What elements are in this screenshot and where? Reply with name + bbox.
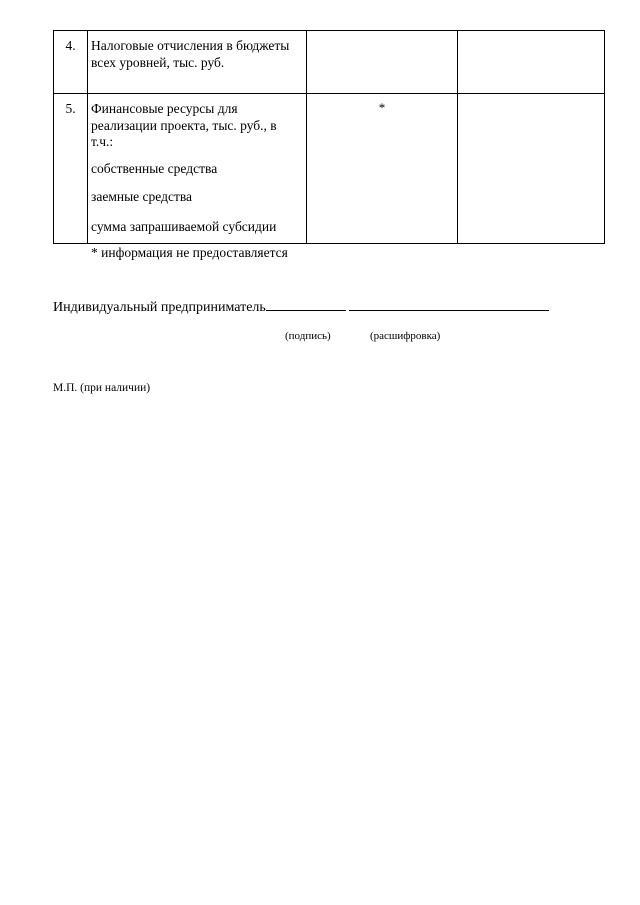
table-row [54, 31, 605, 94]
signature-blank [266, 309, 346, 311]
cell-value [307, 31, 457, 37]
footnote: * информация не предоставляется [91, 245, 288, 260]
value-cell-2 [458, 31, 605, 94]
decode-blank [349, 309, 549, 311]
row-number: 4. [65, 38, 76, 53]
signature-caption: (подпись) [285, 330, 331, 342]
row-name: Налоговые отчисления в бюджеты всех уровней, тыс. руб. [91, 38, 290, 70]
sub-item-borrowed-funds: заемные средства [91, 189, 193, 204]
stamp-note: М.П. (при наличии) [53, 382, 151, 394]
indicators-table [53, 30, 605, 244]
value-cell-1 [307, 31, 458, 94]
decode-caption: (расшифровка) [370, 330, 441, 342]
cell-value: * [378, 100, 386, 115]
row-number: 5. [65, 101, 76, 116]
row-name: Финансовые ресурсы для реализации проекта, тыс. руб., в т.ч.: [91, 101, 277, 149]
signature-line [53, 300, 549, 316]
signer-label: Индивидуальный предприниматель [53, 300, 266, 315]
row-number-cell [54, 31, 88, 94]
sub-item-own-funds: собственные средства [91, 160, 218, 176]
row-number-cell [54, 94, 88, 244]
table-row [54, 94, 605, 244]
row-name-cell [88, 94, 307, 244]
value-cell-1 [307, 94, 458, 244]
row-name-cell [88, 31, 307, 94]
sub-item-subsidy-amount: сумма запрашиваемой субсидии [91, 218, 277, 234]
value-cell-2 [458, 94, 605, 244]
